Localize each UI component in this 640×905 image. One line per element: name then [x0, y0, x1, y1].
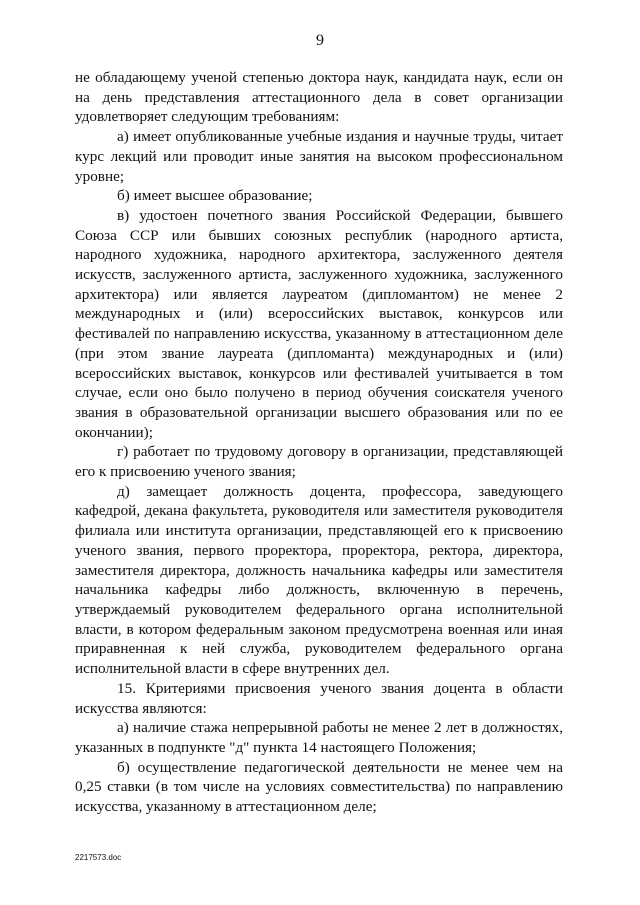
paragraph-item-a: а) имеет опубликованные учебные издания и научные труды, читает курс лекций или проводит иные занятия на высоком профессиональном уровне; — [75, 128, 563, 185]
file-name-footer: 2217573.doc — [75, 853, 122, 862]
paragraph-item-b: б) имеет высшее образование; — [117, 187, 313, 205]
paragraph-section-15: 15. Критериями присвоения ученого звания доцента в области искусства являются: — [75, 679, 563, 717]
paragraph-criterion-a: а) наличие стажа непрерывной работы не менее 2 лет в должностях, указанных в подпункте "д" пункта 14 настоящего Положения; — [75, 719, 563, 756]
page-number: 9 — [316, 32, 324, 49]
paragraph-item-v: в) удостоен почетного звания Российской Федерации, бывшего Союза ССР или бывших союзных республик (народного артиста, народного художника, народного архитектора, заслуженного деятеля искусств, заслуженного артиста, заслуженного художника, заслуженного архитектора) или является лауреатом (дипломантом) не менее 2 международных и (или) всероссийских выставок, конкурсов или фестивалей по направлению искусства, указанному в аттестационном деле (при этом звание лауреата (дипломанта) международных и (или) всероссийских выставок, конкурсов или фестивалей учитывается в том случае, если оно было получено в период обучения соискателя ученого звания в образовательной организации высшего образования или по ее окончании); — [75, 206, 563, 441]
document-body — [75, 68, 563, 817]
paragraph-criterion-b: б) осуществление педагогической деятельности не менее чем на 0,25 ставки (в том числе на условиях совместительства) по направлению искусства, указанному в аттестационном деле; — [75, 758, 563, 816]
paragraph-continuation: не обладающему ученой степенью доктора наук, кандидата наук, если он на день представления аттестационного дела в совет организации удовлетворяет следующим требованиям: — [75, 69, 563, 126]
paragraph-item-d: д) замещает должность доцента, профессора, заведующего кафедрой, декана факультета, руководителя или заместителя руководителя филиала или института организации, представляющей его к присвоению ученого звания, первого проректора, проректора, ректора, директора, заместителя директора, должность начальника кафедры или заместителя начальника кафедры либо должность, включенную в перечень, утверждаемый руководителем федерального органа исполнительной власти, в котором федеральным законом предусмотрена военная или иная приравненная к ней служба, руководителем федерального органа исполнительной власти в сфере внутренних дел. — [75, 482, 563, 678]
paragraph-item-g: г) работает по трудовому договору в организации, представляющей его к присвоению ученого звания; — [75, 443, 563, 481]
